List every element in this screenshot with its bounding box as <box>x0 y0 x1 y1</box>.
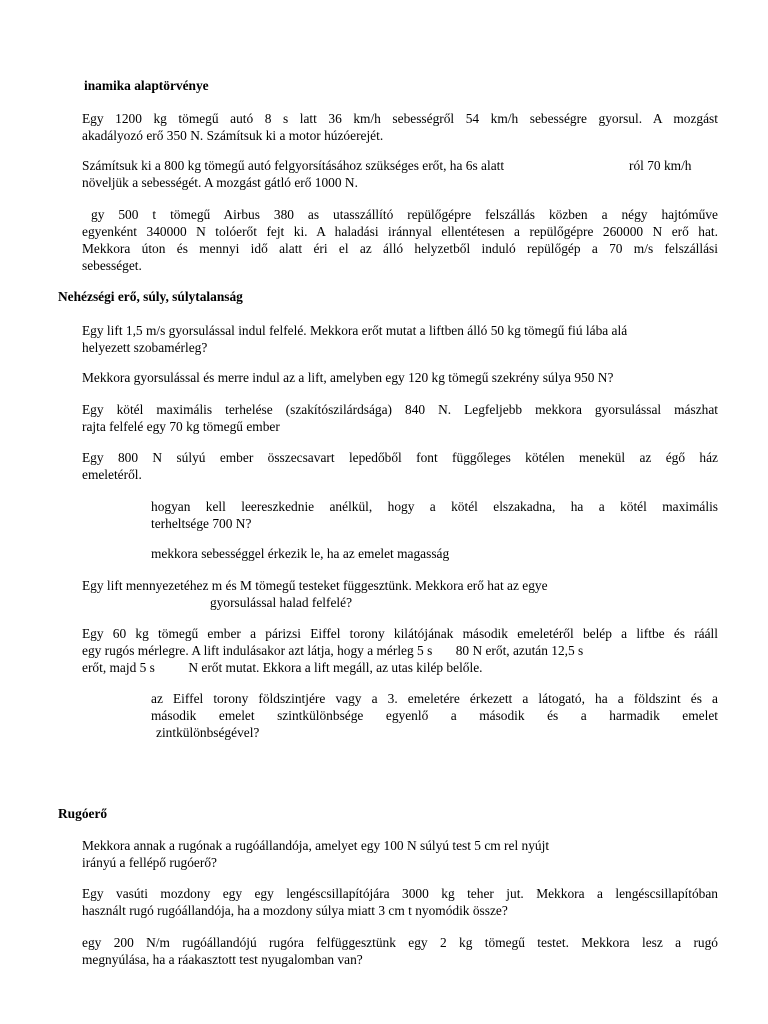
paragraph-2-line-1-left: Számítsuk ki a 800 kg tömegű autó felgyorsításához szükséges erőt, ha 6s alatt <box>82 158 505 173</box>
paragraph-5: Mekkora gyorsulással és merre indul az a lift, amelyben egy 120 kg tömegű szekrény súlya 950 N? <box>82 370 614 385</box>
paragraph-3-line-3: Mekkora úton és mennyi idő alatt éri el az álló helyzetből induló repülőgép a 70 m/s felszállási <box>82 241 718 256</box>
paragraph-8-line-2: gyorsulással halad felfelé? <box>210 595 353 610</box>
paragraph-7-subitem-1-line-1: hogyan kell leereszkednie anélkül, hogy a kötél elszakadna, ha a kötél maximális <box>151 499 718 514</box>
paragraph-2-line-2: növeljük a sebességét. A mozgást gátló erő 1000 N. <box>82 175 358 190</box>
paragraph-7-line-2: emeletéről. <box>82 467 142 482</box>
paragraph-2-line-1-right: ról 70 km/h <box>629 158 692 173</box>
paragraph-9-subitem-line-3: zintkülönbségével? <box>156 725 260 740</box>
paragraph-1-line-2: akadályozó erő 350 N. Számítsuk ki a motor húzóerejét. <box>82 128 384 143</box>
paragraph-8-line-1: Egy lift mennyezetéhez m és M tömegű testeket függesztünk. Mekkora erő hat az egye <box>82 578 548 593</box>
paragraph-4-line-1: Egy lift 1,5 m/s gyorsulással indul felfelé. Mekkora erőt mutat a liftben álló 50 kg tömegű fiú lába alá <box>82 323 628 338</box>
paragraph-9-line-1: Egy 60 kg tömegű ember a párizsi Eiffel torony kilátójának második emeletéről belép a liftbe és rááll <box>82 626 718 641</box>
paragraph-7-subitem-1-line-2: terheltsége 700 N? <box>151 516 252 531</box>
section-heading-spring: Rugóerő <box>58 806 108 821</box>
paragraph-9-subitem-line-2: második emelet szintkülönbsége egyenlő a második és a harmadik emelet <box>151 708 718 723</box>
paragraph-3-line-1: gy 500 t tömegű Airbus 380 as utasszállító repülőgépre felszállás közben a négy hajtóműve <box>91 207 718 222</box>
paragraph-9-subitem-line-1: az Eiffel torony földszintjére vagy a 3. emeletére érkezett a látogató, ha a földszint és a <box>151 691 718 706</box>
paragraph-9-line-2: egy rugós mérlegre. A lift indulásakor azt látja, hogy a mérleg 5 s 80 N erőt, azután 12,5 s <box>82 643 584 658</box>
paragraph-12-line-2: megnyúlása, ha a ráakasztott test nyugalomban van? <box>82 952 363 967</box>
paragraph-10-line-1: Mekkora annak a rugónak a rugóállandója, amelyet egy 100 N súlyú test 5 cm rel nyújt <box>82 838 550 853</box>
paragraph-11-line-2: használt rugó rugóállandója, ha a mozdony súlya miatt 3 cm t nyomódik össze? <box>82 903 508 918</box>
paragraph-6-line-2: rajta felfelé egy 70 kg tömegű ember <box>82 419 280 434</box>
paragraph-3-line-2: egyenként 340000 N tolóerőt fejt ki. A haladási iránnyal ellentétesen a repülőgépre 260000 N erő hat. <box>82 224 718 239</box>
paragraph-9-line-3: erőt, majd 5 s N erőt mutat. Ekkora a lift megáll, az utas kilép belőle. <box>82 660 483 675</box>
paragraph-7-subitem-2: mekkora sebességgel érkezik le, ha az emelet magasság <box>151 546 450 561</box>
paragraph-1-line-1: Egy 1200 kg tömegű autó 8 s latt 36 km/h sebességről 54 km/h sebességre gyorsul. A mozgást <box>82 111 718 126</box>
paragraph-4-line-2: helyezett szobamérleg? <box>82 340 208 355</box>
section-heading-gravity: Nehézségi erő, súly, súlytalanság <box>58 289 243 304</box>
paragraph-10-line-2: irányú a fellépő rugóerő? <box>82 855 217 870</box>
paragraph-3-line-4: sebességet. <box>82 258 142 273</box>
paragraph-6-line-1: Egy kötél maximális terhelése (szakítószilárdsága) 840 N. Legfeljebb mekkora gyorsulással mászhat <box>82 402 718 417</box>
paragraph-11-line-1: Egy vasúti mozdony egy egy lengéscsillapítójára 3000 kg teher jut. Mekkora a lengéscsillapítóban <box>82 886 718 901</box>
page-title: inamika alaptörvénye <box>84 78 209 93</box>
paragraph-12-line-1: egy 200 N/m rugóállandójú rugóra felfüggesztünk egy 2 kg tömegű testet. Mekkora lesz a rugó <box>82 935 718 950</box>
paragraph-7-line-1: Egy 800 N súlyú ember összecsavart lepedőből font függőleges kötélen menekül az égő ház <box>82 450 718 465</box>
